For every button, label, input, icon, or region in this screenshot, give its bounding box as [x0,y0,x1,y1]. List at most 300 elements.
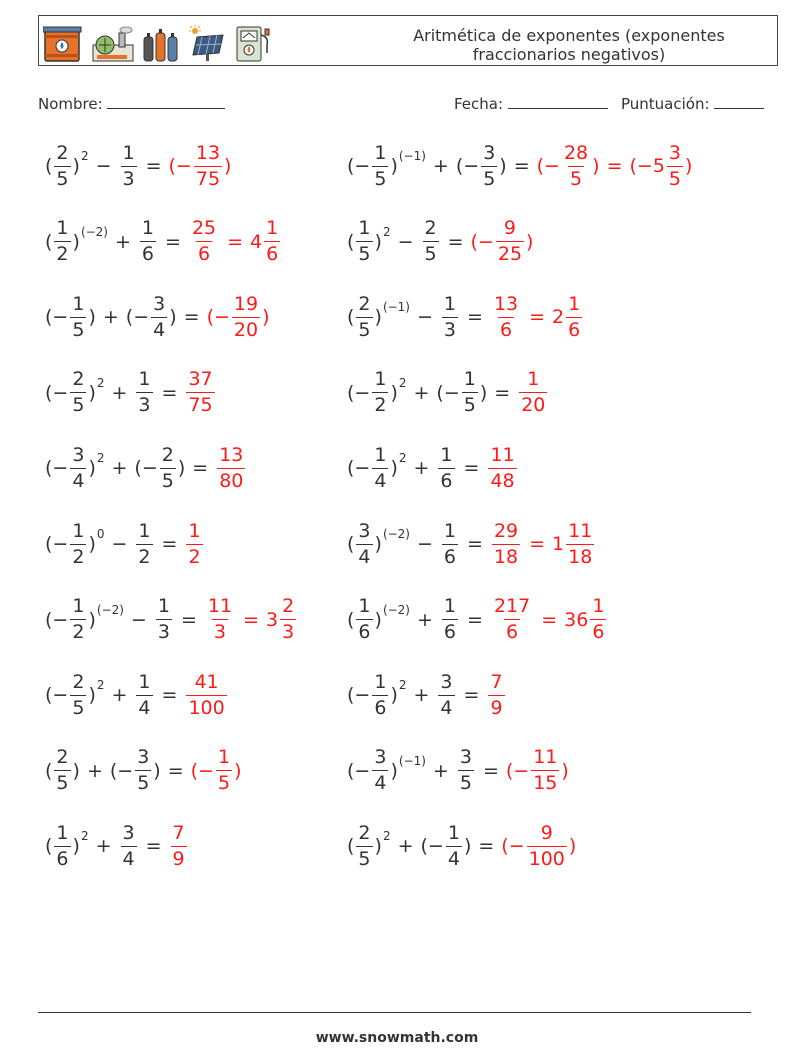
numerator: 7 [172,821,185,844]
denominator: 80 [219,469,244,492]
answer [215,444,247,493]
paren-text: ( [347,608,355,631]
denominator: 2 [72,621,85,644]
paren-text: ) [561,759,569,782]
problem-10 [347,438,519,498]
operator: = [494,381,511,404]
denominator: 6 [197,243,211,266]
paren-text: ) [88,684,96,707]
paren-text: ) [390,684,398,707]
paren-text: 3 [265,608,279,631]
denominator: 5 [668,167,682,190]
fraction [232,293,260,342]
exponent: 2 [398,375,407,390]
paren-text: (− [109,759,134,782]
numerator: 2 [72,670,85,693]
denominator: 4 [153,318,166,341]
paren-text: (− [347,381,371,404]
exponent: 2 [382,224,391,239]
denominator: 2 [138,545,151,568]
paren-text: (− [45,608,69,631]
numerator: 2 [424,217,437,240]
paren-text: ) [463,835,472,858]
operator: + [397,835,414,858]
denominator: 5 [72,394,85,417]
paren-text: (− [505,759,530,782]
answer [490,293,584,342]
denominator: 75 [188,394,213,417]
fraction [356,217,372,266]
operator: = [541,608,558,631]
problem-6 [347,287,584,347]
power-plant-icon [91,25,135,63]
denominator: 5 [161,469,174,492]
numerator: 1 [72,519,85,542]
operator: + [413,381,430,404]
exponent: 0 [96,527,105,541]
denominator: 5 [570,167,583,190]
date-field [454,94,608,113]
fraction [160,444,176,493]
denominator: 5 [72,696,85,719]
problem-8 [347,363,549,423]
numerator: 1 [141,217,155,240]
fraction [70,520,86,569]
numerator: 37 [188,368,213,391]
fraction [136,671,152,720]
answer [486,671,506,720]
paren-text: ( [347,306,355,329]
fraction [590,595,606,644]
paren-text: ) [390,759,398,782]
answer [184,520,204,569]
paren-text: ) [88,381,96,404]
paren-text: ) [390,457,398,480]
denominator: 18 [568,545,593,568]
paren-text: ) [72,759,80,782]
exponent: 2 [96,678,105,693]
numerator: 2 [56,746,69,769]
problem-19 [45,816,189,876]
numerator: 1 [188,519,201,542]
denominator: 20 [521,394,546,417]
paren-text: (−5 [629,155,665,177]
fraction [442,595,458,644]
fraction [264,217,280,266]
fraction [280,595,296,644]
paren-text: ) [685,155,693,177]
paren-text: ) [592,155,600,177]
fraction [217,444,245,493]
paren-text: ( [45,759,53,782]
exponent: 2 [80,149,89,163]
fraction [356,822,372,871]
denominator: 4 [440,696,453,719]
denominator: 6 [56,847,69,870]
numerator: 11 [490,443,515,466]
denominator: 5 [72,318,85,341]
denominator: 4 [358,545,371,568]
fraction [442,520,458,569]
fraction [527,822,567,871]
denominator: 6 [443,621,457,644]
paren-text: ( [347,533,355,555]
footer-url: www.snowmath.com [315,1030,479,1046]
problem-11 [45,514,205,574]
denominator: 9 [172,847,185,870]
denominator: 6 [374,696,387,719]
numerator: 1 [374,141,387,164]
fraction [136,368,152,417]
answer [204,595,298,644]
paren-text: ) [88,457,96,480]
numerator: 3 [72,443,85,466]
fraction [531,746,559,795]
paren-text: 36 [564,608,589,631]
paren-text: ) [374,835,382,858]
denominator: 2 [72,545,85,568]
paren-text: ( [45,230,53,253]
operator: = [606,155,623,177]
fraction [372,444,388,493]
exponent: 2 [398,451,407,466]
denominator: 6 [592,621,605,644]
operator: + [111,381,128,404]
paren-text: ) [72,155,80,177]
problem-5 [45,287,270,347]
fraction [372,142,388,191]
numerator: 28 [563,141,589,164]
fraction [156,595,172,644]
exponent: 2 [96,375,105,390]
denominator: 5 [358,318,371,341]
fraction [462,368,478,417]
paren-text: 4 [250,230,263,253]
numerator: 2 [161,443,174,466]
numerator: 13 [493,292,519,315]
denominator: 3 [282,621,295,644]
fraction [562,142,590,191]
name-label: Nombre: [38,95,103,113]
numerator: 3 [440,670,453,693]
denominator: 3 [213,621,226,644]
answer [471,217,534,266]
fraction [54,217,70,266]
operator: + [417,608,433,631]
paren-text: ) [234,759,242,782]
numerator: 1 [157,595,170,618]
operator: − [417,306,433,329]
paren-text: (− [470,230,494,253]
operator: = [161,684,178,707]
paren-text: (− [45,306,69,329]
numerator: 13 [195,141,221,164]
fraction [438,671,454,720]
numerator: 1 [440,443,453,466]
score-line [714,94,764,109]
fraction [70,595,86,644]
paren-text: ) [88,533,96,555]
answer [184,368,216,417]
answer [490,595,608,644]
paren-text: ) [526,230,534,253]
numerator: 9 [503,217,516,240]
denominator: 3 [122,167,135,190]
fraction [438,444,454,493]
denominator: 5 [358,847,371,870]
fraction [186,671,226,720]
answer [191,746,242,795]
numerator: 1 [358,217,371,240]
numerator: 2 [358,292,371,315]
paren-text: ) [224,155,232,177]
denominator: 100 [528,847,565,870]
fraction [356,595,372,644]
operator: = [145,835,162,858]
answer [490,520,596,569]
paren-text: (− [125,306,150,329]
paren-text: ) [374,608,382,631]
denominator: 6 [568,318,581,341]
fraction [136,520,152,569]
header-box [38,15,778,66]
numerator: 11 [207,595,233,618]
oil-barrel-icon [43,25,85,63]
numerator: 11 [568,519,593,542]
exponent: (−1) [398,753,426,768]
numerator: 1 [592,595,605,618]
numerator: 1 [374,443,387,466]
operator: + [432,759,449,782]
fraction [372,671,388,720]
denominator: 4 [447,847,460,870]
operator: = [467,306,483,329]
problem-16 [347,665,507,725]
numerator: 3 [153,292,166,315]
operator: = [165,230,181,253]
score-field [621,94,764,113]
problem-18 [347,741,569,801]
denominator: 5 [56,167,69,190]
exponent: (−2) [382,602,410,617]
fraction [70,368,86,417]
paren-text: 2 [552,306,565,329]
date-label: Fecha: [454,95,504,113]
denominator: 6 [443,545,457,568]
numerator: 1 [56,217,69,240]
fraction [481,142,497,191]
paren-text: ) [390,155,398,177]
answer [501,822,576,871]
date-line [508,94,608,109]
paren-text: ) [177,457,186,480]
problem-14 [347,590,608,650]
operator: = [463,684,480,707]
denominator: 25 [497,243,523,266]
fraction [206,595,234,644]
fraction [186,368,214,417]
paren-text: ) [390,381,398,404]
denominator: 18 [493,545,519,568]
operator: = [529,306,546,329]
paren-text: ) [169,306,177,329]
denominator: 6 [141,243,155,266]
denominator: 5 [374,167,387,190]
denominator: 5 [483,167,496,190]
fraction [54,142,70,191]
numerator: 2 [72,368,85,391]
fraction [121,142,137,191]
fraction [70,293,86,342]
exponent: (−2) [382,527,410,541]
numerator: 1 [443,519,457,542]
paren-text: (− [190,759,214,782]
paren-text: ) [374,533,382,555]
paren-text: ) [88,608,96,631]
problem-17 [45,741,242,801]
denominator: 4 [122,847,135,870]
operator: + [86,759,103,782]
denominator: 100 [188,696,225,719]
numerator: 1 [138,519,151,542]
name-field [38,94,225,113]
numerator: 1 [358,595,371,618]
operator: − [397,230,414,253]
denominator: 15 [533,772,558,795]
numerator: 1 [443,292,457,315]
fraction [54,746,70,795]
numerator: 13 [219,443,244,466]
fraction [442,293,458,342]
operator: − [417,533,433,555]
paren-text: 1 [552,533,565,555]
operator: = [478,835,495,858]
paren-text: (− [347,155,371,177]
numerator: 217 [493,595,531,618]
numerator: 3 [358,519,371,542]
numerator: 7 [490,670,503,693]
numerator: 1 [72,595,85,618]
operator: = [183,306,200,329]
paren-text: ) [88,306,96,329]
answer [486,444,518,493]
problem-7 [45,363,217,423]
numerator: 3 [483,141,496,164]
fraction [54,822,70,871]
answer [537,142,693,191]
fraction [151,293,167,342]
paren-text: (− [45,457,69,480]
paren-text: (− [536,155,560,177]
answer [169,822,189,871]
operator: + [102,306,119,329]
denominator: 2 [56,243,69,266]
numerator: 3 [122,821,135,844]
paren-text: ( [347,230,355,253]
fraction [372,746,388,795]
problem-12 [347,514,596,574]
denominator: 6 [499,318,513,341]
fraction [70,444,86,493]
paren-text: ) [374,306,382,329]
exponent: (−2) [96,602,124,617]
fraction [423,217,439,266]
score-label: Puntuación: [621,95,710,113]
denominator: 5 [358,243,371,266]
operator: − [130,608,147,631]
denominator: 6 [358,621,371,644]
denominator: 9 [490,696,503,719]
paren-text: (− [45,533,69,555]
fuel-pump-icon [233,25,273,63]
operator: = [161,381,178,404]
numerator: 1 [122,141,135,164]
denominator: 5 [463,394,476,417]
paren-text: (− [45,684,69,707]
exponent: 2 [96,451,105,466]
exponent: (−1) [398,149,426,163]
fraction [458,746,474,795]
fraction [356,293,372,342]
numerator: 2 [56,141,69,164]
numerator: 1 [56,821,69,844]
paren-text: ( [45,835,53,858]
operator: = [167,759,184,782]
exponent: (−2) [80,224,108,239]
fraction [190,217,218,266]
numerator: 3 [668,141,682,164]
fraction [186,520,202,569]
fraction [446,822,462,871]
operator: = [192,457,209,480]
answer [207,293,270,342]
numerator: 3 [374,746,387,769]
problem-1 [45,136,231,196]
paren-text: ( [45,155,53,177]
numerator: 1 [463,368,476,391]
denominator: 3 [443,318,457,341]
fraction [140,217,156,266]
operator: = [243,608,259,631]
exponent: 2 [80,829,89,844]
problem-3 [45,212,282,272]
problem-9 [45,438,247,498]
paren-text: ) [72,230,80,253]
operator: = [447,230,464,253]
fraction [194,142,222,191]
paren-text: ) [153,759,161,782]
gas-cylinders-icon [141,25,181,63]
numerator: 25 [191,217,217,240]
operator: + [111,457,128,480]
answer [506,746,569,795]
paren-text: ) [374,230,382,253]
operator: = [227,230,244,253]
denominator: 6 [266,243,279,266]
paren-text: ) [499,155,507,177]
fraction [496,217,524,266]
paren-text: (− [45,381,69,404]
denominator: 4 [374,469,387,492]
paren-text: (− [168,155,192,177]
problem-4 [347,212,533,272]
paren-text: (− [501,835,525,858]
numerator: 1 [138,368,151,391]
operator: = [529,533,546,555]
problem-13 [45,590,298,650]
operator: = [467,608,483,631]
fraction [519,368,547,417]
